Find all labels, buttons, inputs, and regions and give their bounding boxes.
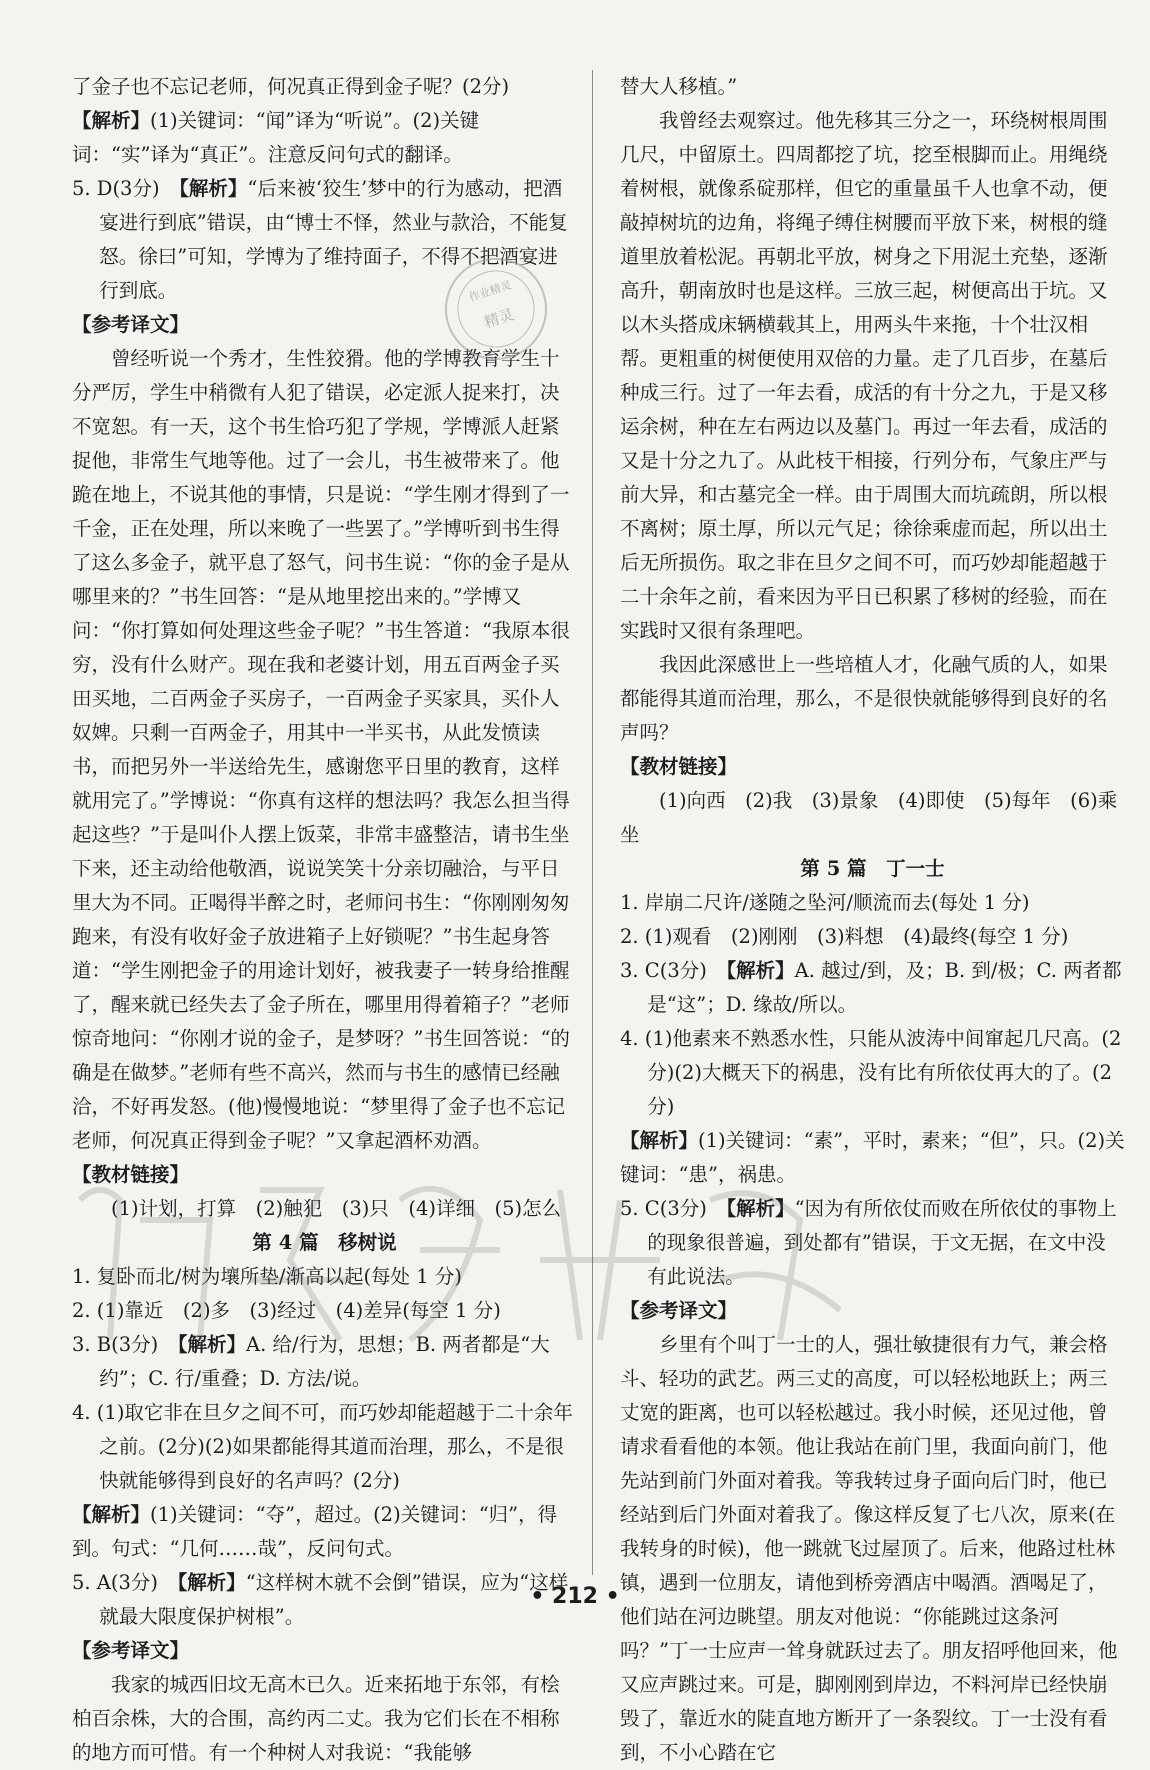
stamp-top-text: 作业精灵 [467,278,514,305]
paragraph-text: 了金子也不忘记老师，何况真正得到金子呢？(2分) [72,75,510,98]
paragraph-text: 4. (1)取它非在旦夕之间不可，而巧妙却能超越于二十余年之前。(2分)(2)如果都能得其道而治理，那么，不是很快就能够得到良好的名声吗？(2分) [72,1401,573,1492]
paragraph-text: 【教材链接】 [620,755,738,778]
paragraph [620,104,1125,648]
paragraph [72,1668,577,1770]
paragraph-text: 2. (1)靠近 (2)多 (3)经过 (4)差异(每空 1 分) [72,1299,501,1322]
paragraph-text: (1)关键词：“闻”译为“听说”。(2)关键词：“实”译为“真正”。注意反问句式的翻译。 [72,109,480,166]
paragraph-text: 2. (1)观看 (2)刚刚 (3)料想 (4)最终(每空 1 分) [620,925,1069,948]
column-divider [592,70,593,1575]
paragraph [72,1328,577,1396]
paragraph-text: 3. B(3分) [72,1333,178,1356]
paragraph [620,784,1125,852]
paragraph-text: 3. C(3分) [620,959,727,982]
paragraph-text: 5. A(3分) [72,1571,178,1594]
analysis-text: “后来被‘狡生’梦中的行为感动，把酒宴进行到底”错误，由“博士不怿，然业与款洽，不能复怒。徐曰”可知，学博为了维持面子，不得不把酒宴进行到底。 [99,177,568,302]
paragraph-text: 5. C(3分) [620,1197,727,1220]
paragraph [620,886,1125,920]
paragraph-text: 1. 岸崩二尺许/遂随之坠河/顺流而去(每处 1 分) [620,891,1030,914]
stamp-mid-text: 精灵 [482,305,517,332]
paragraph-text: 我家的城西旧坟无高木已久。近来拓地于东邻，有桧柏百余株，大的合围，高约丙二丈。我为它们长在不相称的地方而可惜。有一个种树人对我说：“我能够 [72,1673,560,1764]
paragraph-text: (1)关键词：“夺”，超过。(2)关键词：“归”，得到。句式：“几何……哉”，反问句式。 [72,1503,558,1560]
analysis-label: 【解析】 [177,1333,247,1356]
analysis-text: “因为有所依仗而败在所依仗的事物上的现象很普遍，到处都有”错误，于文无据，在文中没有此说法。 [647,1197,1117,1288]
analysis-label: 【解析】 [179,177,248,200]
paragraph [620,1022,1125,1124]
paragraph [72,1192,577,1226]
paragraph-text: 曾经听说一个秀才，生性狡猾。他的学博教育学生十分严厉，学生中稍微有人犯了错误，必定派人捉来打，决不宽恕。有一天，这个书生恰巧犯了学规，学博派人赶紧捉他，非常生气地等他。过了一会儿，书生被带来了。他跪在地上，不说其他的事情，只是说：“学生刚才得到了一千金，正在处理，所以来晚了一些罢了。”学博听到书生得了这么多金子，就平息了怒气，问书生说：“你的金子是从哪里来的？”书生回答：“是从地里挖出来的。”学博又问：“你打算如何处理这些金子呢？”书生答道：“我原本很穷，没有什么财产。现在我和老婆计划，用五百两金子买田买地，二百两金子买房子，一百两金子买家具，买仆人奴婢。只剩一百两金子，用其中一半买书，从此发愤读书，而把另外一半送给先生，感谢您平日里的教育，这样就用完了。”学博说：“你真有这样的想法吗？我怎么担当得起这些？”于是叫仆人摆上饭菜，非常丰盛整洁，请书生坐下来，还主动给他敬酒，说说笑笑十分亲切融洽，与平日里大为不同。正喝得半醉之时，老师问书生：“你刚刚匆匆跑来，有没有收好金子放进箱子上好锁呢？”书生起身答道：“学生刚把金子的用途计划好，被我妻子一转身给推醒了，醒来就已经失去了金子所在，哪里用得着箱子？”老师惊奇地问：“你刚才说的金子，是梦呀？”书生回答说：“的确是在做梦。”老师有些不高兴，然而与书生的感情已经融洽，不好再发怒。(他)慢慢地说：“梦里得了金子也不忘记老师，何况真正得到金子呢？”又拿起酒杯劝酒。 [72,347,570,1152]
paragraph-text: 第 5 篇 丁一士 [800,857,945,880]
paragraph [72,1260,577,1294]
analysis-label: 【解析】 [177,1571,246,1594]
paragraph-text: (1)计划，打算 (2)触犯 (3)只 (4)详细 (5)怎么 [111,1197,562,1220]
paragraph-text: 4. (1)他素来不熟悉水性，只能从波涛中间窜起几尺高。(2分)(2)大概天下的祸患，没有比有所依仗再大的了。(2分) [620,1027,1122,1118]
paragraph [620,954,1125,1022]
right-column [620,70,1125,1770]
paragraph [620,852,1125,886]
paragraph-text: 第 4 篇 移树说 [252,1231,397,1254]
paragraph [72,342,577,1158]
paragraph [620,648,1125,750]
page-number: • 212 • [530,1584,620,1609]
paragraph [620,1124,1125,1192]
paragraph [620,1328,1125,1770]
analysis-label: 【解析】 [726,959,795,982]
analysis-label: 【解析】 [72,1503,151,1526]
paragraph-text: (1)关键词：“素”，平时，素来；“但”，只。(2)关键词：“患”，祸患。 [620,1129,1125,1186]
paragraph [72,1498,577,1566]
analysis-text: A. 越过/到，及；B. 到/极；C. 两者都是“这”；D. 缘故/所以。 [647,959,1122,1016]
paragraph [72,1158,577,1192]
paragraph [72,1294,577,1328]
paragraph [72,70,577,104]
paragraph [620,920,1125,954]
paragraph [72,1226,577,1260]
analysis-text: “这样树木就不会倒”错误，应为“这样就最大限度保护树根”。 [99,1571,569,1628]
paragraph-text: 5. D(3分) [72,177,180,200]
paragraph-text: 1. 复卧而北/树为壤所垫/渐高以起(每处 1 分) [72,1265,462,1288]
paragraph [72,1634,577,1668]
paragraph [620,70,1125,104]
paragraph [620,1294,1125,1328]
paragraph-text: 替大人移植。” [620,75,738,98]
paragraph [72,104,577,172]
paragraph-text: 【参考译文】 [72,1639,190,1662]
paragraph-text: (1)向西 (2)我 (3)景象 (4)即使 (5)每年 (6)乘坐 [620,789,1118,846]
analysis-label: 【解析】 [726,1197,795,1220]
paragraph [620,750,1125,784]
paragraph-text: 我曾经去观察过。他先移其三分之一，环绕树根周围几尺，中留原土。四周都挖了坑，挖至根脚而止。用绳绕着树根，就像系碇那样，但它的重量虽千人也拿不动，便敲掉树坑的边角，将绳子缚住树腰而平放下来，树根的缝道里放着松泥。再朝北平放，树身之下用泥土充垫，逐渐高升，朝南放时也是这样。三放三起，树便高出于坑。又以木头搭成床辆横载其上，用两头牛来拖，十个壮汉相帮。更粗重的树便使用双倍的力量。走了几百步，在墓后种成三行。过了一年去看，成活的有十分之九，于是又移运余树，种在左右两边以及墓门。再过一年去看，成活的又是十分之九了。从此枝干相接，行列分布，气象庄严与前大异，和古墓完全一样。由于周围大而坑疏朗，所以根不离树；原土厚，所以元气足；徐徐乘虚而起，所以出土后无所损伤。取之非在旦夕之间不可，而巧妙却能超越于二十余年之前，看来因为平日已积累了移树的经验，而在实践时又很有条理吧。 [620,109,1108,642]
paragraph-text: 【参考译文】 [72,313,190,336]
paragraph-text: 【参考译文】 [620,1299,738,1322]
analysis-label: 【解析】 [620,1129,699,1152]
paragraph [620,1192,1125,1294]
analysis-text: A. 给/行为，思想；B. 两者都是“大约”；C. 行/重叠；D. 方法/说。 [99,1333,550,1390]
analysis-label: 【解析】 [72,109,151,132]
paragraph-text: 我因此深感世上一些培植人才，化融气质的人，如果都能得其道而治理，那么，不是很快就能够得到良好的名声吗？ [620,653,1108,744]
paragraph-text: 【教材链接】 [72,1163,190,1186]
paragraph [72,1396,577,1498]
paragraph-text: 乡里有个叫丁一士的人，强壮敏捷很有力气，兼会格斗、轻功的武艺。两三丈的高度，可以轻松地跃上；两三丈宽的距离，也可以轻松越过。我小时候，还见过他，曾请求看看他的本领。他让我站在前门里，我面向前门，他先站到前门外面对着我。等我转过身子面向后门时，他已经站到后门外面对着我了。像这样反复了七八次，原来(在我转身的时候)，他一跳就飞过屋顶了。后来，他路过杜林镇，遇到一位朋友，请他到桥旁酒店中喝酒。酒喝足了，他们站在河边眺望。朋友对他说：“你能跳过这条河吗？”丁一士应声一耸身就跃过去了。朋友招呼他回来，他又应声跳过来。可是，脚刚刚到岸边，不料河岸已经快崩毁了，靠近水的陡直地方断开了一条裂纹。丁一士没有看到，不小心踏在它 [620,1333,1118,1764]
